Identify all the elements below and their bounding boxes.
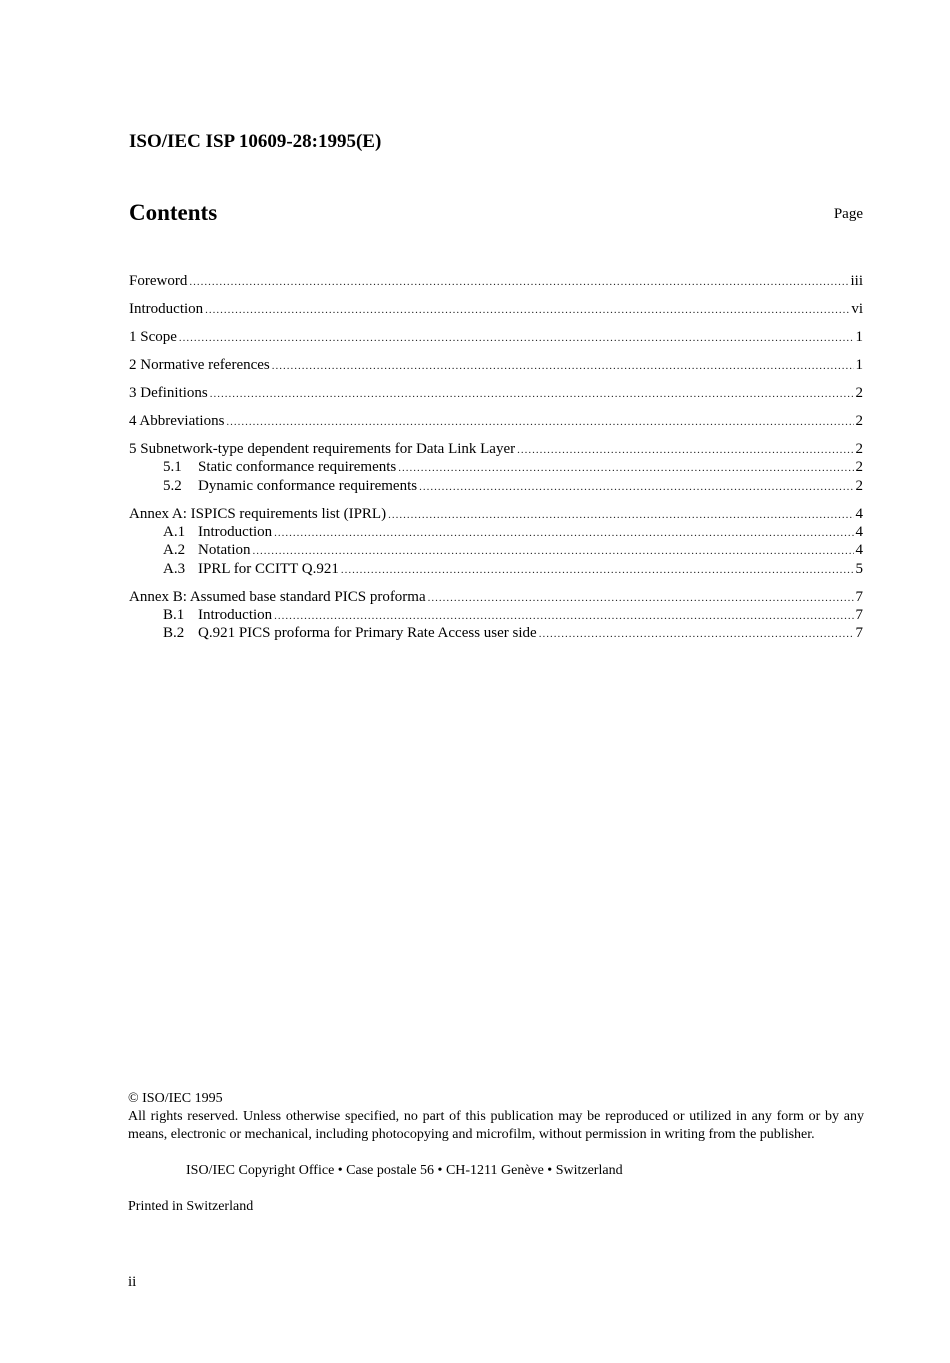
- dot-leader: [272, 357, 854, 375]
- toc-entry-annex-a-iprl[interactable]: [163, 560, 863, 579]
- document-id: ISO/IEC ISP 10609-28:1995(E): [129, 131, 382, 152]
- dot-leader: [539, 625, 854, 643]
- toc-entry-dynamic-conformance[interactable]: [163, 477, 863, 496]
- toc-entry-label: Introduction: [198, 524, 273, 540]
- dot-leader: [226, 413, 853, 431]
- dot-leader: [274, 524, 853, 542]
- toc-entry-page: 2: [855, 459, 863, 475]
- copyright-notice: © ISO/IEC 1995: [128, 1091, 223, 1106]
- toc-entry-label: Q.921 PICS proforma for Primary Rate Access user side: [198, 625, 537, 641]
- toc-entry-normative-references[interactable]: [129, 356, 863, 375]
- dot-leader: [253, 542, 854, 560]
- toc-entry-number: A.2: [163, 542, 186, 558]
- dot-leader: [210, 385, 854, 403]
- toc-entry-page: 7: [855, 607, 863, 623]
- toc-entry-number: B.2: [163, 625, 185, 641]
- printed-in: Printed in Switzerland: [128, 1199, 254, 1214]
- toc-entry-label: Dynamic conformance requirements: [198, 478, 418, 494]
- toc-entry-label: Notation: [198, 542, 251, 558]
- toc-entry-page: 2: [855, 441, 863, 457]
- dot-leader: [274, 607, 853, 625]
- toc-entry-annex-b-introduction[interactable]: [163, 606, 863, 625]
- toc-entry-label: Introduction: [198, 607, 273, 623]
- dot-leader: [179, 329, 854, 347]
- toc-entry-annex-a-introduction[interactable]: [163, 523, 863, 542]
- contents-title: Contents: [129, 200, 218, 225]
- toc-entry-label: 4 Abbreviations: [129, 413, 225, 429]
- toc-entry-static-conformance[interactable]: [163, 458, 863, 477]
- dot-leader: [428, 589, 854, 607]
- toc-entry-label: Annex A: ISPICS requirements list (IPRL): [129, 506, 387, 522]
- dot-leader: [419, 478, 853, 496]
- toc-entry-page: 4: [855, 524, 863, 540]
- dot-leader: [205, 301, 849, 319]
- toc-entry-abbreviations[interactable]: [129, 412, 863, 431]
- toc-entry-annex-a[interactable]: [129, 505, 863, 524]
- toc-entry-page: 4: [855, 542, 863, 558]
- dot-leader: [398, 459, 853, 477]
- dot-leader: [189, 273, 848, 291]
- dot-leader: [388, 506, 853, 524]
- toc-entry-label: Introduction: [129, 301, 204, 317]
- toc-entry-label: IPRL for CCITT Q.921: [198, 561, 339, 577]
- toc-entry-page: 1: [855, 329, 863, 345]
- toc-entry-annex-a-notation[interactable]: [163, 541, 863, 560]
- toc-entry-label: 1 Scope: [129, 329, 177, 345]
- page-column-label: Page: [833, 206, 863, 222]
- toc-entry-page: 7: [855, 589, 863, 605]
- toc-entry-page: 2: [855, 478, 863, 494]
- toc-entry-label: 3 Definitions: [129, 385, 208, 401]
- toc-entry-page: iii: [850, 273, 863, 289]
- dot-leader: [517, 441, 853, 459]
- toc-entry-subnetwork-requirements[interactable]: [129, 440, 863, 459]
- toc-entry-page: 4: [855, 506, 863, 522]
- toc-entry-number: A.1: [163, 524, 186, 540]
- dot-leader: [341, 561, 854, 579]
- page-number: ii: [128, 1274, 137, 1290]
- toc-entry-number: 5.2: [163, 478, 182, 494]
- toc-entry-annex-b-pics-proforma[interactable]: [163, 624, 863, 643]
- toc-entry-label: Foreword: [129, 273, 188, 289]
- toc-entry-label: 5 Subnetwork-type dependent requirements for Data Link Layer: [129, 441, 516, 457]
- toc-entry-label: Annex B: Assumed base standard PICS proforma: [129, 589, 426, 605]
- toc-entry-introduction[interactable]: [129, 300, 863, 319]
- copyright-office-address: ISO/IEC Copyright Office • Case postale 56 • CH-1211 Genève • Switzerland: [186, 1163, 623, 1178]
- toc-entry-page: 2: [855, 385, 863, 401]
- toc-entry-page: 7: [855, 625, 863, 641]
- toc-entry-page: 2: [855, 413, 863, 429]
- rights-statement: All rights reserved. Unless otherwise specified, no part of this publication may be reproduced or utilized in any form or by any means, electronic or mechanical, including photocopying and microfilm, without permission in writing from the publisher.: [128, 1109, 864, 1142]
- toc-entry-page: vi: [851, 301, 863, 317]
- toc-entry-scope[interactable]: [129, 328, 863, 347]
- toc-entry-number: 5.1: [163, 459, 182, 475]
- toc-entry-definitions[interactable]: [129, 384, 863, 403]
- toc-entry-label: Static conformance requirements: [198, 459, 397, 475]
- toc-entry-foreword[interactable]: [129, 272, 863, 291]
- toc-entry-number: A.3: [163, 561, 186, 577]
- toc-entry-page: 5: [855, 561, 863, 577]
- toc-entry-annex-b[interactable]: [129, 588, 863, 607]
- toc-entry-number: B.1: [163, 607, 185, 623]
- toc-entry-page: 1: [855, 357, 863, 373]
- toc-entry-label: 2 Normative references: [129, 357, 270, 373]
